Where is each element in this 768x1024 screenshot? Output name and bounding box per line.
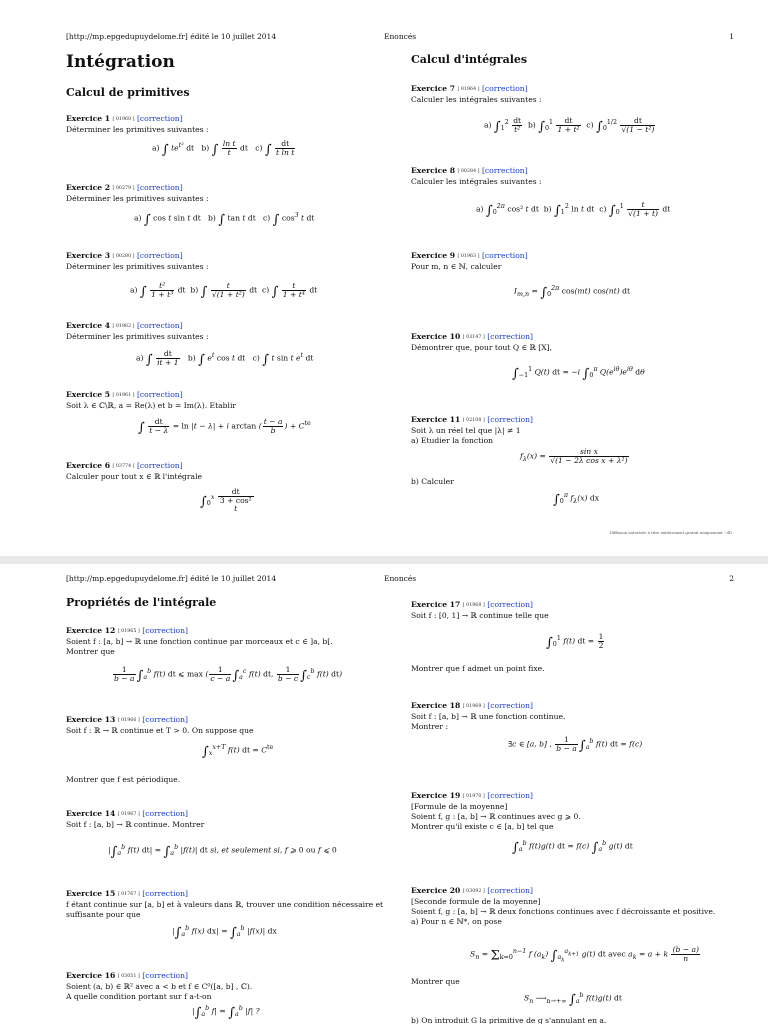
exercise-id: [ 01970 ]: [462, 794, 485, 799]
page-2: [0, 564, 768, 1024]
correction-link[interactable]: [correction]: [481, 84, 528, 93]
exercise-3: [66, 251, 396, 272]
formula: $I_{m,n} = \int_0^{2\pi}$ cos(mt) cos(nt) dt: [514, 285, 631, 301]
exercise-6: [66, 461, 396, 482]
exercise-title: Exercice 3: [66, 251, 111, 260]
correction-link[interactable]: [correction]: [487, 415, 533, 424]
exercise-statement: Déterminer les primitives suivantes :: [66, 194, 209, 203]
exercise-title: Exercice 14: [66, 809, 116, 818]
exercise-statement: Calculer les intégrales suivantes :: [411, 95, 542, 104]
formula: $|\int_a^b$ f(x) $dx| = \int_a^b$ |f(x)| dx: [172, 925, 277, 941]
exercise-12: [66, 626, 396, 657]
exercise-id: [ 00284 ]: [457, 169, 480, 174]
section-heading: Calcul de primitives: [66, 86, 190, 99]
exercise-15: [66, 889, 396, 920]
exercise-statement: Soit λ ∈ ℂ\ℝ, a = Re(λ) et b = Im(λ). Etablir: [66, 401, 236, 410]
page-number: 1: [729, 32, 734, 41]
exercise-title: Exercice 20: [411, 886, 461, 895]
correction-link[interactable]: [correction]: [487, 701, 533, 710]
exercise-statement: [Formule de la moyenne]: [411, 802, 508, 811]
exercise-statement: f étant continue sur [a, b] et à valeurs dans ℝ, trouver une condition nécessaire et suffisante pour que: [66, 900, 384, 919]
exercise-id: [ 01963 ]: [457, 254, 480, 259]
exercise-title: Exercice 1: [66, 114, 111, 123]
exercise-title: Exercice 4: [66, 321, 111, 330]
exercise-id: [ 01962 ]: [112, 324, 135, 329]
exercise-13-question: [66, 775, 396, 785]
exercise-1: [66, 114, 396, 135]
correction-link[interactable]: [correction]: [136, 114, 183, 123]
exercise-2: [66, 183, 396, 204]
formula: $|\int_a^b$ $f| = \int_a^b$ |f| ?: [192, 1005, 260, 1021]
exercise-statement: A quelle condition portant sur f a-t-on: [66, 992, 212, 1001]
exercise-statement: Soit f : [a, b] → ℝ continue. Montrer: [66, 820, 205, 829]
exercise-statement: Soit λ un réel tel que |λ| ≠ 1: [411, 426, 521, 435]
exercise-statement: Déterminer les primitives suivantes :: [66, 332, 209, 341]
exercise-question: Montrer que f est périodique.: [66, 775, 181, 784]
exercise-title: Exercice 16: [66, 971, 116, 980]
formula: $\int_0^1$ f(t) dt = $\frac{1}{2}$: [546, 632, 604, 651]
exercise-statement: Soient (a, b) ∈ ℝ² avec a < b et f ∈ C⁰([a, b] , ℂ).: [66, 982, 253, 991]
formula: $\frac{1}{b - a}$ $\int_a^b$ f(t) dt ⩽ max ( $\frac{1}{c - a}$ $\int_a^c$ f(t) dt, $\frac{1}{b - c}$ $\int_c^b$ f(t) dt): [114, 665, 343, 684]
correction-link[interactable]: [correction]: [142, 809, 188, 818]
exercise-17: [411, 600, 741, 621]
exercise-id: [ 02108 ]: [462, 418, 485, 423]
exercise-title: Exercice 7: [411, 84, 456, 93]
formula: $f_\lambda(x)$ = $\frac{\text{sin x}}{\text{√(1 − 2λ cos x + λ²)}}$: [520, 447, 628, 465]
exercise-id: [ 00279 ]: [112, 186, 135, 191]
exercise-statement: Soient f, g : [a, b] → ℝ continues avec g ⩾ 0.: [411, 812, 581, 821]
exercise-title: Exercice 18: [411, 701, 461, 710]
exercise-7: [411, 84, 741, 105]
correction-link[interactable]: [correction]: [487, 886, 533, 895]
exercise-18: [411, 701, 741, 732]
formula: $\int_0^\pi$ $f_\lambda(x)$ dx: [553, 492, 600, 508]
section-heading: Calcul d'intégrales: [411, 53, 528, 66]
exercise-5: [66, 390, 396, 411]
exercise-question: Montrer que: [411, 977, 460, 986]
exercise-question: b) On introduit G la primitive de g s'annulant en a.: [411, 1016, 607, 1024]
exercise-statement: Calculer pour tout x ∈ ℝ l'intégrale: [66, 472, 203, 481]
exercise-statement: a) Pour n ∈ ℕ*, on pose: [411, 917, 502, 926]
formula: ∃c ∈ [a, b] , $\frac{1}{b - a}$ $\int_a^b$ f(t) dt = f(c): [508, 735, 643, 754]
formula: a) ∫ $te^{t^2}$ dt b) ∫ $\frac{\text{ln t}}{t}$ dt c) ∫ $\frac{dt}{\text{t ln t}}$: [152, 139, 295, 158]
exercise-statement: Soient f, g : [a, b] → ℝ deux fonctions continues avec f décroissante et positive.: [411, 907, 716, 916]
correction-link[interactable]: [correction]: [136, 183, 183, 192]
exercise-statement: [Seconde formule de la moyenne]: [411, 897, 541, 906]
correction-link[interactable]: [correction]: [142, 626, 188, 635]
formula: $\int_0^x$ dt 3 + cos² t: [200, 487, 252, 513]
formula: a) ∫ $\frac{dt}{it + 1}$ b) ∫ $e^t$ cos t dt c) ∫ t sin t $e^t$ dt: [136, 349, 314, 368]
header-section: Enoncés: [384, 32, 417, 41]
exercise-title: Exercice 6: [66, 461, 111, 470]
exercise-statement: Soit f : ℝ → ℝ continue et T > 0. On suppose que: [66, 726, 254, 735]
page-header: [66, 32, 734, 44]
correction-link[interactable]: [correction]: [136, 390, 183, 399]
header-section: Enoncés: [384, 574, 417, 583]
formula: $\int_x^{x+T}$ f(t) dt = $C^{te}$: [202, 744, 274, 760]
exercise-id: [ 03147 ]: [462, 335, 485, 340]
exercise-10: [411, 332, 741, 353]
correction-link[interactable]: [correction]: [136, 461, 183, 470]
exercise-4: [66, 321, 396, 342]
exercise-question: Montrer que f admet un point fixe.: [411, 664, 545, 673]
exercise-title: Exercice 10: [411, 332, 461, 341]
correction-link[interactable]: [correction]: [481, 166, 528, 175]
exercise-title: Exercice 9: [411, 251, 456, 260]
exercise-id: [ 00280 ]: [112, 254, 135, 259]
exercise-statement: Montrer que: [66, 647, 115, 656]
exercise-statement: Montrer qu'il existe c ∈ [a, b] tel que: [411, 822, 554, 831]
correction-link[interactable]: [correction]: [142, 889, 188, 898]
exercise-statement: Calculer les intégrales suivantes :: [411, 177, 542, 186]
exercise-title: Exercice 11: [411, 415, 461, 424]
correction-link[interactable]: [correction]: [142, 971, 188, 980]
formula: $|\int_a^b$ f(t) $dt| = \int_a^b$ |f(t)| dt si, et seulement si, f ⩾ 0 ou f ⩽ 0: [108, 844, 337, 860]
exercise-title: Exercice 15: [66, 889, 116, 898]
source-url[interactable]: [http://mp.epgedupuydelome.fr] édité le 10 juillet 2014: [66, 32, 277, 41]
exercise-id: [ 01969 ]: [462, 704, 485, 709]
exercise-20-part-b: [411, 1016, 741, 1024]
correction-link[interactable]: [correction]: [487, 600, 533, 609]
exercise-14: [66, 809, 396, 830]
exercise-title: Exercice 8: [411, 166, 456, 175]
exercise-19: [411, 791, 741, 832]
page-title: Intégration: [66, 52, 175, 72]
exercise-20: [411, 886, 751, 927]
correction-link[interactable]: [correction]: [481, 251, 528, 260]
correction-link[interactable]: [correction]: [136, 321, 183, 330]
exercise-title: Exercice 12: [66, 626, 116, 635]
correction-link[interactable]: [correction]: [136, 251, 183, 260]
exercise-id: [ 01961 ]: [112, 393, 135, 398]
exercise-id: [ 01964 ]: [457, 87, 480, 92]
exercise-title: Exercice 19: [411, 791, 461, 800]
exercise-id: [ 01960 ]: [112, 117, 135, 122]
exercise-statement: Pour m, n ∈ ℕ, calculer: [411, 262, 502, 271]
exercise-question: a) Etudier la fonction: [411, 436, 494, 445]
page-header: [66, 574, 734, 586]
exercise-17-question: [411, 664, 741, 674]
formula: ∫ $\frac{dt}{t - \lambda}$ = ln |t − λ| + i arctan ( $\frac{t - a}{b}$ ) + $C^{te}$: [138, 417, 311, 436]
exercise-20-question: [411, 977, 741, 987]
page-footer: Diffusion autorisée à titre entièrement gratuit uniquement - dD: [609, 530, 732, 535]
section-heading: Propriétés de l'intégrale: [66, 596, 217, 609]
exercise-statement: Soient f : [a, b] → ℝ une fonction continue par morceaux et c ∈ ]a, b[.: [66, 637, 333, 646]
exercise-id: [ 01767 ]: [117, 892, 140, 897]
formula: $S_n = \Sigma_{k=0}^{n-1}$ f $(a_k)$ $\int_{a_k}^{a_{k+1}}$ g(t) dt avec $a_k = a + k$ $\frac{(b - a)}{n}$: [470, 945, 699, 964]
exercise-id: [ 03774 ]: [112, 464, 135, 469]
formula: a) ∫ $\frac{\text{t²}}{\text{1 + t³}}$ dt b) ∫ $\frac{t}{\text{√(1 + t²)}}$ dt c) ∫ $\frac{t}{\text{1 + t⁴}}$ dt: [130, 281, 318, 300]
formula: $S_n$ $⟶_{n\to+\infty}$ $\int_a^b$ f(t)g(t) dt: [524, 992, 622, 1008]
exercise-id: [ 01967 ]: [117, 812, 140, 817]
exercise-11-part-b: [411, 477, 741, 487]
exercise-16: [66, 971, 396, 1002]
exercise-question: b) Calculer: [411, 477, 454, 486]
exercise-id: [ 03092 ]: [462, 889, 485, 894]
page-number: 2: [729, 574, 734, 583]
exercise-id: [ 01968 ]: [462, 603, 485, 608]
exercise-13: [66, 715, 396, 736]
exercise-9: [411, 251, 741, 272]
exercise-id: [ 01966 ]: [117, 718, 140, 723]
exercise-statement: Montrer :: [411, 722, 449, 731]
exercise-statement: Soit f : [a, b] → ℝ une fonction continue.: [411, 712, 566, 721]
correction-link[interactable]: [correction]: [487, 332, 533, 341]
exercise-11: [411, 415, 741, 446]
exercise-statement: Déterminer les primitives suivantes :: [66, 125, 209, 134]
exercise-statement: Soit f : [0, 1] → ℝ continue telle que: [411, 611, 549, 620]
exercise-8: [411, 166, 741, 187]
exercise-title: Exercice 13: [66, 715, 116, 724]
exercise-title: Exercice 17: [411, 600, 461, 609]
correction-link[interactable]: [correction]: [487, 791, 533, 800]
exercise-id: [ 01965 ]: [117, 629, 140, 634]
correction-link[interactable]: [correction]: [142, 715, 188, 724]
exercise-statement: Démontrer que, pour tout Q ∈ ℝ [X],: [411, 343, 553, 352]
formula: a) ∫ cos t sin t dt b) ∫ tan t dt c) ∫ $\cos^3 t$ dt: [134, 212, 315, 228]
exercise-title: Exercice 5: [66, 390, 111, 399]
formula: $\int_{-1}^1$ Q(t) dt = −i $\int_0^\pi$ $Q(e^{i\theta})e^{i\theta}$ dθ: [512, 366, 645, 382]
formula: a) $\int_0^{2\pi}$ cos² t dt b) $\int_1^2$ ln t dt c) $\int_0^1$ $\frac{t}{√(1 + t)}$ dt: [476, 200, 671, 219]
exercise-id: [ 03051 ]: [117, 974, 140, 979]
source-url[interactable]: [http://mp.epgedupuydelome.fr] édité le 10 juillet 2014: [66, 574, 277, 583]
formula: $\int_a^b$ f(t)g(t) dt = f(c) $\int_a^b$ g(t) dt: [512, 840, 633, 856]
formula: a) $\int_1^2$ $\frac{dt}{\text{t²}}$ b) $\int_0^1$ $\frac{dt}{\text{1 + t²}}$ c) $\int_0^{1/2}$ $\frac{dt}{\text{√(1 − t²)}}$: [484, 116, 655, 135]
exercise-statement: Déterminer les primitives suivantes :: [66, 262, 209, 271]
exercise-title: Exercice 2: [66, 183, 111, 192]
